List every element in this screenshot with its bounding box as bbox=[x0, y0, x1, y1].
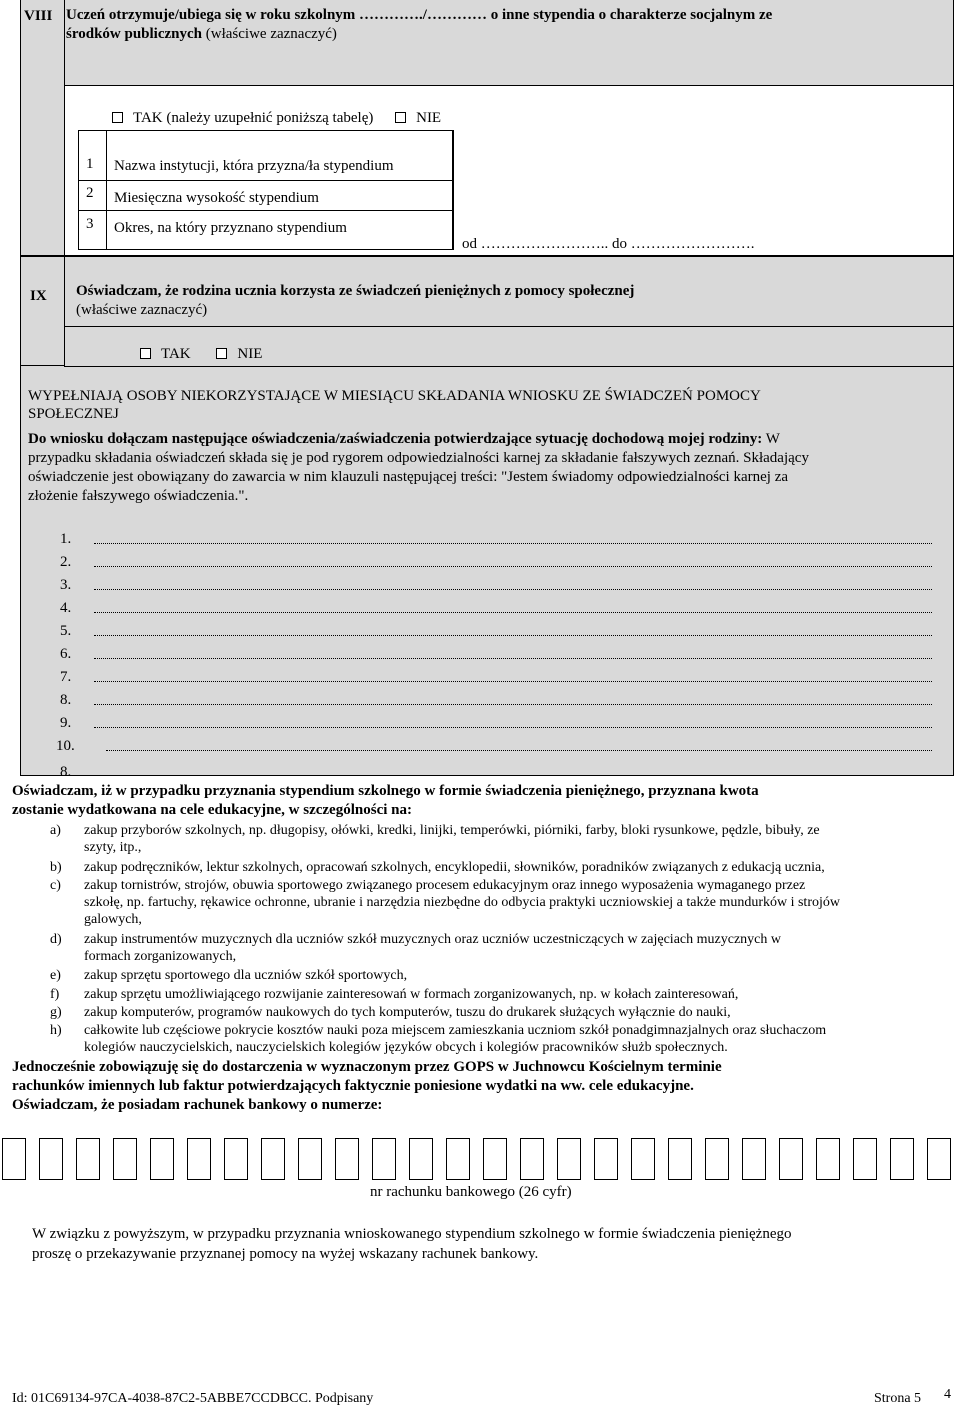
bank-digit-box[interactable] bbox=[298, 1138, 322, 1180]
list-item: zakup podręczników, lektur szkolnych, opracowań szkolnych, encyklopedii, słowników, poradników związanych z edukacją ucznia, bbox=[84, 860, 825, 875]
list-item-line[interactable] bbox=[106, 750, 932, 751]
list-item-letter: h) bbox=[50, 1023, 62, 1038]
list-item: zakup sprzętu umożliwiającego rozwijanie zainteresowań w formach zorganizowanych, np. w kołach zainteresowań, bbox=[84, 987, 739, 1002]
table-row-divider bbox=[78, 210, 453, 211]
section-9-caps bbox=[28, 387, 948, 423]
list-item-letter: e) bbox=[50, 968, 61, 983]
bank-digit-box[interactable] bbox=[187, 1138, 211, 1180]
section-8-title bbox=[66, 6, 952, 44]
table-row-label: Okres, na który przyznano stypendium bbox=[114, 220, 347, 236]
list-item: całkowite lub częściowe pokrycie kosztów nauki poza miejscem zamieszkania uczniom szkół ponadgimnazjalnych oraz słuchaczom kolegiów nauczycielskich, nauczycielskich kolegiów języków obcych i kolegiów pracowników służb społecznych. bbox=[84, 1023, 827, 1055]
table-answer-cell-line bbox=[453, 130, 454, 250]
list-item-line[interactable] bbox=[94, 727, 932, 728]
tak-label: TAK bbox=[161, 346, 191, 362]
commitment-text: Jednocześnie zobowiązuję się do dostarczenia w wyznaczonym przez GOPS w Juchnowcu Kościelnym terminie rachunków imiennych lub faktur potwierdzających faktycznie poniesione wydatki na ww. cele edukacyjne. Oświadczam, że posiadam rachunek bankowy o numerze: bbox=[12, 1059, 722, 1113]
nie-checkbox[interactable] bbox=[216, 348, 227, 359]
section-9-choices bbox=[140, 346, 262, 363]
list-item-line[interactable] bbox=[94, 543, 932, 544]
bank-digit-box[interactable] bbox=[816, 1138, 840, 1180]
nie-label: NIE bbox=[416, 110, 442, 126]
list-item-line[interactable] bbox=[94, 681, 932, 682]
bank-digit-box[interactable] bbox=[631, 1138, 655, 1180]
list-item: zakup instrumentów muzycznych dla uczniów szkół muzycznych oraz uczniów uczestniczących w zajęciach muzycznych w formach zorganizowanych, bbox=[84, 932, 781, 964]
list-item-number: 1. bbox=[60, 531, 72, 547]
list-item-letter: c) bbox=[50, 878, 61, 893]
list-item: zakup tornistrów, strojów, obuwia sportowego związanego procesem edukacyjnym oraz innego wyposażenia wymaganego przez szkołę, np. fartuchy, rękawice ochronne, ubranie i narzędzia niezbędne do odbycia praktyki uczniowskiej a także mundurków i strojów galowych, bbox=[84, 878, 840, 927]
list-item-line[interactable] bbox=[94, 566, 932, 567]
tak-checkbox[interactable] bbox=[112, 112, 123, 123]
declaration-line: Oświadczam, iż w przypadku przyznania stypendium szkolnego w formie świadczenia pieniężnego, przyznana kwota bbox=[12, 783, 759, 799]
bank-digit-box[interactable] bbox=[594, 1138, 618, 1180]
list-item-letter: f) bbox=[50, 987, 60, 1002]
tak-checkbox[interactable] bbox=[140, 348, 151, 359]
bank-digit-box[interactable] bbox=[779, 1138, 803, 1180]
attachments-bold: Do wniosku dołączam następujące oświadczenia/zaświadczenia potwierdzające sytuację dochodową mojej rodziny: bbox=[28, 431, 763, 447]
section-9-number: IX bbox=[30, 288, 47, 304]
list-item: zakup sprzętu sportowego dla uczniów szkół sportowych, bbox=[84, 968, 408, 983]
table-row-label: Nazwa instytucji, która przyzna/ła stypendium bbox=[114, 158, 394, 174]
document-id: Id: 01C69134-97CA-4038-87C2-5ABBE7CCDBCC. Podpisany bbox=[12, 1391, 374, 1406]
attachments-text-line: przypadku składania oświadczeń składa się je pod rygorem odpowiedzialności karnej za składanie fałszywych zeznań. Składający bbox=[28, 450, 809, 466]
bank-caption: nr rachunku bankowego (26 cyfr) bbox=[370, 1184, 572, 1200]
bank-digit-box[interactable] bbox=[853, 1138, 877, 1180]
bank-digit-box[interactable] bbox=[113, 1138, 137, 1180]
bank-heading: Oświadczam, że posiadam rachunek bankowy o numerze: bbox=[12, 1097, 383, 1113]
section-9-title-rest: (właściwe zaznaczyć) bbox=[76, 302, 208, 318]
section-8-choices bbox=[112, 110, 441, 127]
tak-label: TAK (należy uzupełnić poniższą tabelę) bbox=[133, 110, 374, 126]
list-item-line[interactable] bbox=[94, 589, 932, 590]
closing-text: W związku z powyższym, w przypadku przyznania wnioskowanego stypendium szkolnego w formie świadczenia pieniężnego proszę o przekazywanie przyznanej pomocy na wyżej wskazany rachunek bankowy. bbox=[32, 1226, 792, 1262]
section-9 bbox=[20, 256, 954, 776]
section-8-number: VIII bbox=[24, 8, 53, 24]
attachments-text-line: złożenie fałszywego oświadczenia.". bbox=[28, 488, 249, 504]
section-9-title-bold: Oświadczam, że rodzina ucznia korzysta ze świadczeń pieniężnych z pomocy społecznej bbox=[76, 283, 635, 299]
section-9-divider bbox=[64, 326, 65, 366]
list-item-number: 9. bbox=[60, 715, 72, 731]
bank-digit-box[interactable] bbox=[668, 1138, 692, 1180]
list-item-letter: d) bbox=[50, 932, 62, 947]
section-9-title bbox=[76, 282, 946, 320]
bank-digit-box[interactable] bbox=[335, 1138, 359, 1180]
table-row-num: 2 bbox=[86, 185, 94, 201]
table-row-divider bbox=[78, 180, 453, 181]
attachments-text bbox=[28, 430, 953, 506]
nie-checkbox[interactable] bbox=[395, 112, 406, 123]
bank-digit-box[interactable] bbox=[557, 1138, 581, 1180]
bank-digit-box[interactable] bbox=[742, 1138, 766, 1180]
list-item-number: 3. bbox=[60, 577, 72, 593]
bank-digit-box[interactable] bbox=[705, 1138, 729, 1180]
bank-digit-box[interactable] bbox=[446, 1138, 470, 1180]
table-row-num: 1 bbox=[86, 156, 94, 172]
section-9-number-cell bbox=[20, 256, 65, 366]
declaration-line: zostanie wydatkowana na cele edukacyjne, w szczególności na: bbox=[12, 802, 412, 818]
list-item-letter: g) bbox=[50, 1005, 62, 1020]
declaration-number: 8. bbox=[60, 764, 72, 780]
bank-digit-box[interactable] bbox=[2, 1138, 26, 1180]
declaration-heading bbox=[12, 782, 957, 820]
section-9-divider bbox=[64, 366, 954, 367]
bank-digit-box[interactable] bbox=[890, 1138, 914, 1180]
list-item: zakup przyborów szkolnych, np. długopisy, ołówki, kredki, linijki, temperówki, piórniki, farby, bloki rysunkowe, pędzle, bibuły, ze szyty, itp., bbox=[84, 823, 820, 855]
list-item-line[interactable] bbox=[94, 612, 932, 613]
section-8-title-line1: Uczeń otrzymuje/ubiega się w roku szkolnym …………./………… o inne stypendia o charakterze socjalnym ze bbox=[66, 7, 773, 23]
bank-digit-box[interactable] bbox=[76, 1138, 100, 1180]
bank-digit-box[interactable] bbox=[483, 1138, 507, 1180]
section-8-number-cell bbox=[20, 0, 65, 256]
list-item-number: 6. bbox=[60, 646, 72, 662]
table-row-label: Miesięczna wysokość stypendium bbox=[114, 190, 319, 206]
list-item-number: 8. bbox=[60, 692, 72, 708]
attachments-text-line: W bbox=[762, 431, 780, 447]
list-item: zakup komputerów, programów naukowych do tych komputerów, tuszu do drukarek służących wyłącznie do nauki, bbox=[84, 1005, 731, 1020]
table-row-num: 3 bbox=[86, 216, 94, 232]
list-item-number: 5. bbox=[60, 623, 72, 639]
table-col-divider bbox=[106, 130, 107, 250]
caps-line: SPOŁECZNEJ bbox=[28, 406, 119, 422]
list-item-number: 10. bbox=[56, 738, 75, 754]
attachments-text-line: oświadczenie jest obowiązany do zawarcia w nim klauzuli następującej treści: "Jestem świadomy odpowiedzialności karnej za bbox=[28, 469, 789, 485]
list-item-number: 2. bbox=[60, 554, 72, 570]
bank-digit-box[interactable] bbox=[409, 1138, 433, 1180]
list-item-line[interactable] bbox=[94, 635, 932, 636]
list-item-line[interactable] bbox=[94, 658, 932, 659]
bank-digit-box[interactable] bbox=[372, 1138, 396, 1180]
caps-line: WYPEŁNIAJĄ OSOBY NIEKORZYSTAJĄCE W MIESIĄCU SKŁADANIA WNIOSKU ZE ŚWIADCZEŃ POMOCY bbox=[28, 388, 761, 404]
list-item-letter: b) bbox=[50, 860, 62, 875]
section-9-divider bbox=[64, 326, 954, 327]
scholarship-period[interactable]: od …………………….. do ……………………. bbox=[462, 236, 755, 252]
page-number: 4 bbox=[944, 1387, 951, 1402]
bank-digit-box[interactable] bbox=[39, 1138, 63, 1180]
bank-digit-box[interactable] bbox=[224, 1138, 248, 1180]
bank-digit-box[interactable] bbox=[150, 1138, 174, 1180]
bank-digit-box[interactable] bbox=[520, 1138, 544, 1180]
list-item-number: 4. bbox=[60, 600, 72, 616]
list-item-number: 7. bbox=[60, 669, 72, 685]
nie-label: NIE bbox=[237, 346, 263, 362]
page-label: Strona 5 bbox=[874, 1391, 922, 1406]
bank-digit-box[interactable] bbox=[261, 1138, 285, 1180]
list-item-letter: a) bbox=[50, 823, 61, 838]
bank-digit-box[interactable] bbox=[927, 1138, 951, 1180]
section-8-title-rest: (właściwe zaznaczyć) bbox=[202, 26, 337, 42]
section-8-title-bold: środków publicznych bbox=[66, 26, 203, 42]
list-item-line[interactable] bbox=[94, 704, 932, 705]
